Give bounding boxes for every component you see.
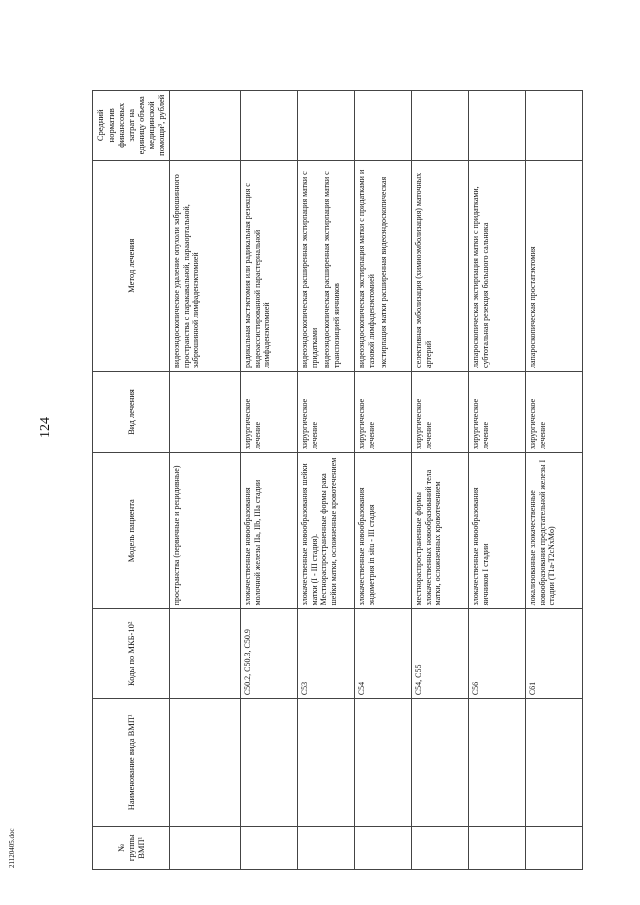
cell-icd-codes: C50.2, C50.3, C50.9: [241, 609, 298, 699]
method-line: видеоэндоскопическая расширенная экстирпация матки с транспозицией яичников: [322, 171, 341, 368]
cell-group: [526, 826, 583, 869]
method-line: видеоэндоскопическая расширенная экстирпация матки с придатками: [300, 171, 319, 368]
cell-treatment-method: [412, 160, 469, 371]
table-row: [355, 91, 412, 870]
header-patient-model: Модель пациента: [93, 453, 170, 609]
cell-treatment-type: хирургическое лечение: [355, 371, 412, 452]
cell-average-cost: [526, 91, 583, 161]
table-row: [412, 91, 469, 870]
cell-vmp-name: [241, 699, 298, 826]
rotated-table-container: [92, 90, 632, 870]
cell-treatment-method: [170, 160, 241, 371]
cell-treatment-method: [241, 160, 298, 371]
cell-treatment-method: [355, 160, 412, 371]
cell-patient-model: местнораспространенные формы злокачественных новообразований тела матки, осложненных кровотечением: [412, 453, 469, 609]
method-line: лапароскопическая простатэктомия: [528, 246, 537, 368]
table-row: [241, 91, 298, 870]
cell-vmp-name: [412, 699, 469, 826]
table-body: [170, 91, 583, 870]
cell-patient-model: злокачественные новообразования эндометрия in situ - III стадия: [355, 453, 412, 609]
cell-patient-model: пространства (первичные и рецидивные): [170, 453, 241, 609]
cell-patient-model: злокачественные новообразования яичников I стадии: [469, 453, 526, 609]
cell-treatment-type: хирургическое лечение: [412, 371, 469, 452]
cell-group: [170, 826, 241, 869]
cell-patient-model: локализованные злокачественные новообразования предстательной железы I стадии (T1a-T2cNxMo): [526, 453, 583, 609]
cell-icd-codes: C56: [469, 609, 526, 699]
method-line: экстирпация матки расширенная видеоэндоскопическая: [379, 176, 389, 368]
table-row: [298, 91, 355, 870]
cell-group: [469, 826, 526, 869]
cell-icd-codes: C54: [355, 609, 412, 699]
table-row: [526, 91, 583, 870]
table-row: [170, 91, 241, 870]
cell-icd-codes: [170, 609, 241, 699]
table-header-row: [93, 91, 170, 870]
cell-group: [355, 826, 412, 869]
header-group: № группы ВМП¹: [93, 826, 170, 869]
table-row: [469, 91, 526, 870]
cell-vmp-name: [170, 699, 241, 826]
cell-treatment-type: хирургическое лечение: [241, 371, 298, 452]
cell-average-cost: [412, 91, 469, 161]
cell-vmp-name: [526, 699, 583, 826]
cell-vmp-name: [469, 699, 526, 826]
method-line: радикальная мастэктомия или радикальная резекция с видеоассистированной парастернальной лимфаденэктомией: [243, 183, 272, 368]
cell-icd-codes: C61: [526, 609, 583, 699]
cell-treatment-type: хирургическое лечение: [526, 371, 583, 452]
cell-treatment-method: [469, 160, 526, 371]
header-treatment-method: Метод лечения: [93, 160, 170, 371]
cell-treatment-type: хирургическое лечение: [298, 371, 355, 452]
method-line: видеоэндоскопическое удаление опухоли забрюшинного пространства с паракавальной, парааортальной, забрюшинной лимфаденэктомией: [172, 174, 201, 368]
cell-average-cost: [469, 91, 526, 161]
cell-group: [412, 826, 469, 869]
cell-average-cost: [355, 91, 412, 161]
cell-treatment-method: [526, 160, 583, 371]
cell-patient-model: злокачественные новообразования шейки матки (I - III стадия). Местнораспространенные формы рака шейки матки, осложненные кровотечением: [298, 453, 355, 609]
method-line: лапароскопическая экстирпация матки с придатками, субтотальная резекция большого сальника: [471, 186, 490, 368]
cell-average-cost: [298, 91, 355, 161]
footer-doc-code: 21120405.doc: [8, 828, 16, 868]
header-icd-codes: Коды по МКБ-10²: [93, 609, 170, 699]
cell-vmp-name: [355, 699, 412, 826]
cell-vmp-name: [298, 699, 355, 826]
page-number: 124: [38, 417, 53, 438]
method-line: видеоэндоскопическая экстирпация матки с придатками и тазовой лимфаденэктомией: [357, 169, 376, 368]
cell-icd-codes: C54, C55: [412, 609, 469, 699]
cell-treatment-type: хирургическое лечение: [469, 371, 526, 452]
cell-treatment-method: [298, 160, 355, 371]
cell-average-cost: [241, 91, 298, 161]
cell-patient-model: злокачественные новообразования молочной железы IIa, IIb, IIIa стадии: [241, 453, 298, 609]
cell-group: [241, 826, 298, 869]
treatment-table: [92, 90, 583, 870]
header-treatment-type: Вид лечения: [93, 371, 170, 452]
cell-treatment-type: [170, 371, 241, 452]
cell-icd-codes: C53: [298, 609, 355, 699]
header-vmp-name: Наименование вида ВМП¹: [93, 699, 170, 826]
cell-group: [298, 826, 355, 869]
header-average-cost: Средний норматив финансовых затрат на единицу объема медицинской помощи³, рублей: [93, 91, 170, 161]
method-line: селективная эмболизация (химиоэмболизация) маточных артерий: [414, 172, 433, 368]
cell-average-cost: [170, 91, 241, 161]
